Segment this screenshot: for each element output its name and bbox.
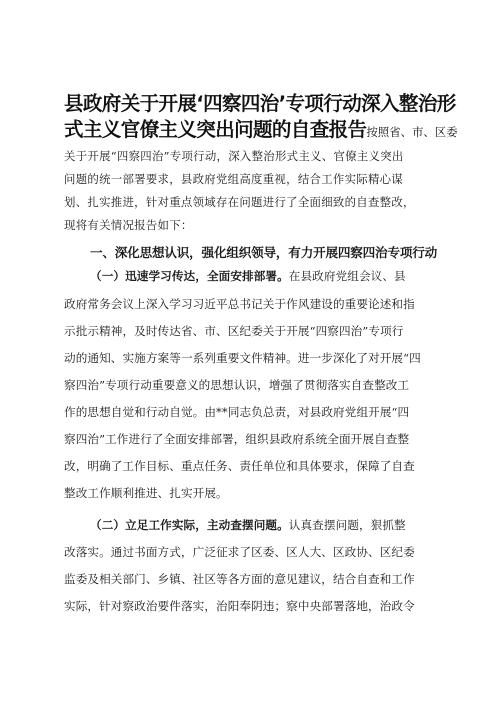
- document-title-line-2: [64, 118, 458, 144]
- intro-line-1: 按照省、市、区委: [366, 125, 458, 139]
- section1-line-4: 动的通知、实施方案等一系列重要文件精神。进一步深化了对开展“四: [64, 351, 421, 365]
- section2-line-3: 监委及相关部门、乡镇、社区等各方面的意见建议，结合自查和工作: [64, 572, 415, 586]
- document-title-text-2: 式主义官僚主义突出问题的自查报告: [64, 118, 367, 141]
- section1-line-6: 作的思想自觉和行动自觉。由**同志负总责，对县政府党组开展“四: [64, 405, 410, 419]
- section2-first-line: [64, 517, 470, 533]
- section2-line-2: 改落实。通过书面方式，广泛征求了区委、区人大、区政协、区纪委: [64, 545, 415, 559]
- intro-line-2: 关于开展“四察四治”专项行动，深入整治形式主义、官僚主义突出: [64, 149, 404, 163]
- section1-line-1: 在县政府党组会议、县: [288, 269, 406, 283]
- section2-line-1: 认真查摆问题，狠抓整: [288, 518, 406, 532]
- intro-line-3: 问题的统一部署要求，县政府党组高度重视，结合工作实际精心谋: [64, 172, 404, 186]
- section-heading-1: 一、深化思想认识，强化组织领导，有力开展四察四治专项行动: [90, 245, 438, 260]
- section1-line-5: 察四治”专项行动重要意义的思想认识，增强了贯彻落实自查整改工: [64, 378, 410, 392]
- section2-line-4: 实际，针对察政治要件落实，治阳奉阴违；察中央部署落地，治政令: [64, 599, 415, 613]
- intro-line-5: 现将有关情况报告如下：: [64, 218, 193, 232]
- section1-line-2: 政府常务会议上深入学习习近平总书记关于作风建设的重要论述和指: [64, 297, 415, 311]
- document-title-line-1: 县政府关于开展‘四察四治’专项行动深入整治形: [64, 92, 456, 115]
- section1-line-7: 察四治”工作进行了全面安排部署，组织县政府系统全面开展自查整: [64, 432, 410, 446]
- section1-first-line: [64, 268, 470, 284]
- intro-line-4: 划、扎实推进，针对重点领域存在问题进行了全面细致的自查整改，: [64, 195, 415, 209]
- section2-lead: （二）立足工作实际，主动查摆问题。: [90, 518, 289, 532]
- section1-line-8: 改，明确了工作目标、重点任务、责任单位和具体要求，保障了自查: [64, 459, 415, 473]
- section1-line-9: 整改工作顺利推进、扎实开展。: [64, 486, 228, 500]
- section1-lead: （一）迅速学习传达，全面安排部署。: [90, 269, 289, 283]
- section1-line-3: 示批示精神，及时传达省、市、区纪委关于开展“四察四治”专项行: [64, 324, 404, 338]
